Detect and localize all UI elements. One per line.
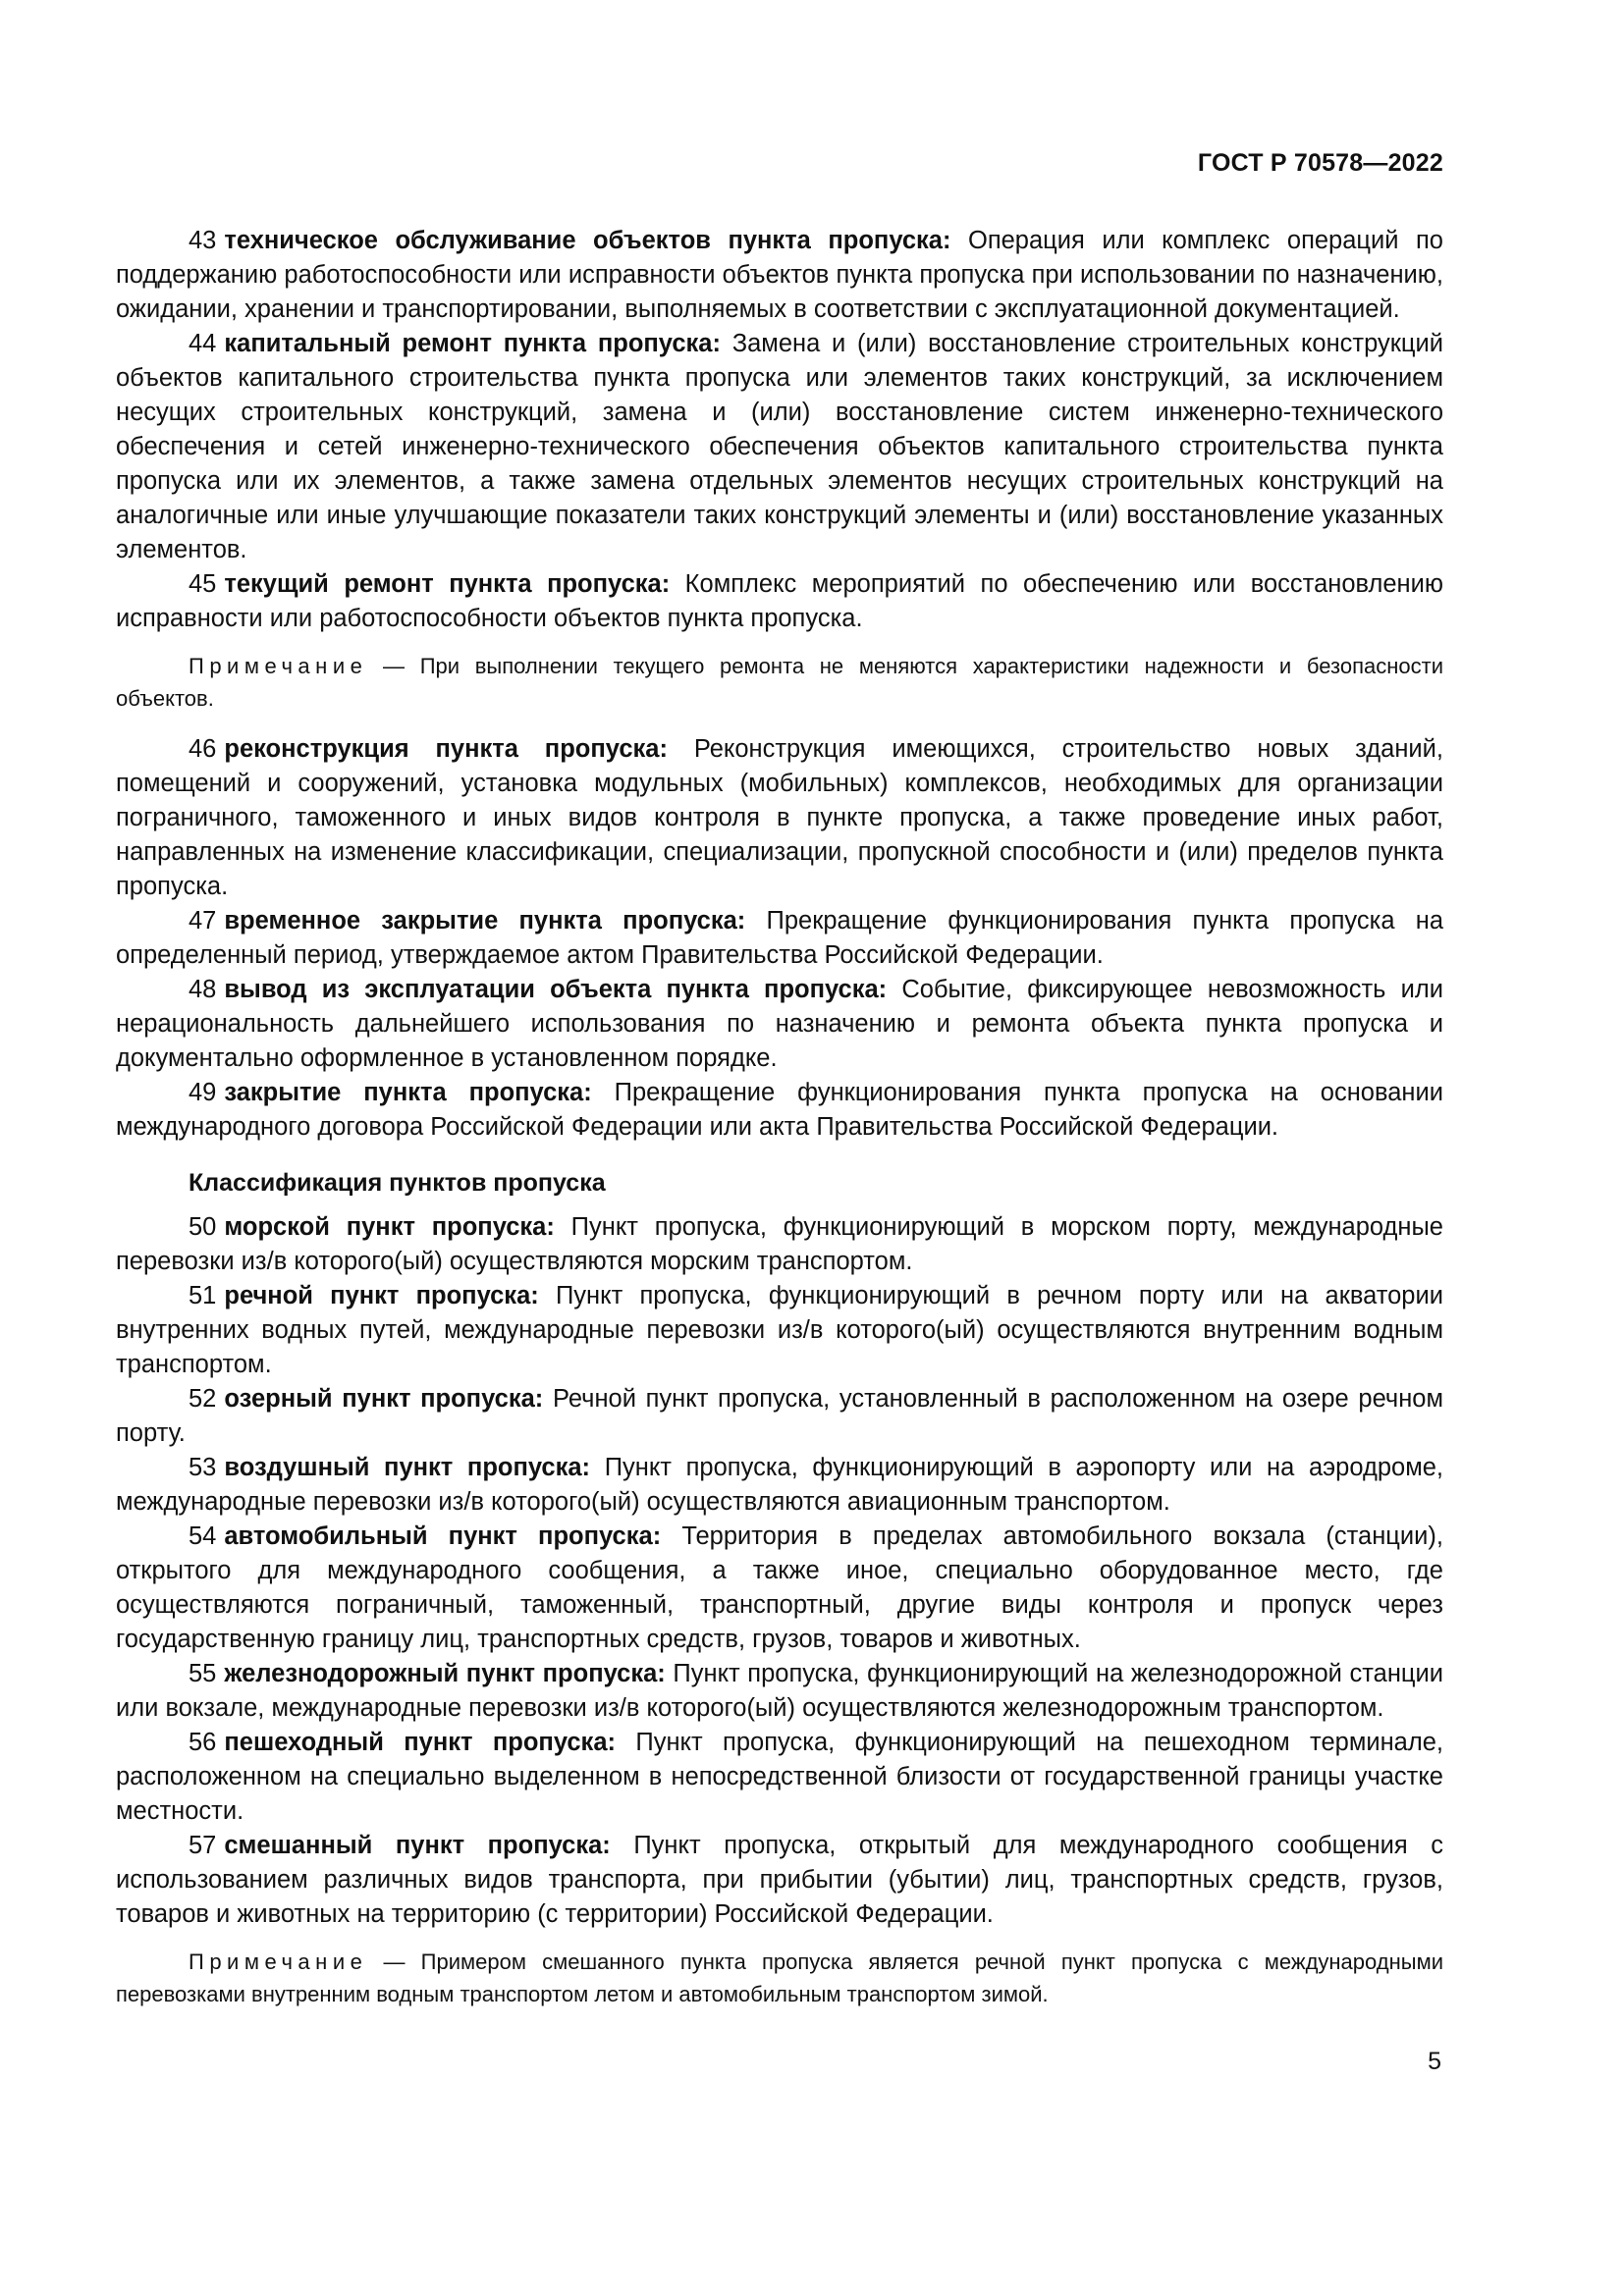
- term-number: 56: [189, 1729, 217, 1756]
- note-label: Примечание: [189, 654, 368, 678]
- term-entry-52: [116, 1382, 1443, 1451]
- term-entry-57: [116, 1829, 1443, 1932]
- standard-code-header: ГОСТ Р 70578—2022: [1197, 149, 1443, 177]
- term-label: закрытие пункта пропуска:: [224, 1079, 592, 1106]
- term-entry-53: [116, 1451, 1443, 1520]
- term-label: смешанный пункт пропуска:: [224, 1832, 611, 1859]
- term-number: 55: [189, 1660, 217, 1687]
- term-definition: Операция или комплекс операций по поддержанию работоспособности или исправности объектов пункта пропуска при использовании по назначению, ожидании, хранении и транспортировании, выполняемых в соответствии с эксплуатационной документацией.: [116, 227, 1443, 323]
- term-entry-51: [116, 1279, 1443, 1382]
- note-text: — Примером смешанного пункта пропуска является речной пункт пропуска с международными перевозками внутренним водным транспортом летом и автомобильным транспортом зимой.: [116, 1949, 1443, 2006]
- term-definition: Пункт пропуска, функционирующий в аэропорту или на аэродроме, международные перевозки из/в которого(ый) осуществляются авиационным транспортом.: [116, 1454, 1443, 1516]
- term-number: 46: [189, 735, 217, 763]
- term-number: 53: [189, 1454, 217, 1481]
- term-label: пешеходный пункт пропуска:: [224, 1729, 616, 1756]
- note-1: [116, 650, 1443, 715]
- term-definition: Прекращение функционирования пункта пропуска на определенный период, утверждаемое актом Правительства Российской Федерации.: [116, 907, 1444, 969]
- term-definition: Пункт пропуска, открытый для международного сообщения с использованием различных видов транспорта, при прибытии (убытии) лиц, транспортных средств, грузов, товаров и животных на территорию (с территории) Российской Федерации.: [116, 1832, 1443, 1928]
- term-entry-54: [116, 1520, 1443, 1657]
- term-entry-50: [116, 1210, 1443, 1279]
- term-entry-56: [116, 1726, 1443, 1829]
- term-definition: Пункт пропуска, функционирующий на железнодорожной станции или вокзале, международные перевозки из/в которого(ый) осуществляются железнодорожным транспортом.: [116, 1660, 1443, 1722]
- term-entry-48: [116, 973, 1443, 1076]
- term-number: 49: [189, 1079, 217, 1106]
- term-entry-45: [116, 567, 1443, 636]
- note-label: Примечание: [189, 1949, 368, 1974]
- term-entry-49: [116, 1076, 1443, 1145]
- term-entry-43: [116, 224, 1443, 327]
- term-definition: Пункт пропуска, функционирующий в речном порту или на акватории внутренних водных путей, международные перевозки из/в которого(ый) осуществляются внутренним водным транспортом.: [116, 1282, 1443, 1378]
- term-number: 54: [189, 1522, 217, 1550]
- term-number: 44: [189, 330, 217, 357]
- note-2: [116, 1946, 1443, 2010]
- term-label: речной пункт пропуска:: [224, 1282, 539, 1309]
- document-body: [116, 224, 1443, 2028]
- term-label: озерный пункт пропуска:: [224, 1385, 544, 1413]
- term-definition: Пункт пропуска, функционирующий на пешеходном терминале, расположенном на специально выделенном в непосредственной близости от государственной границы участке местности.: [116, 1729, 1443, 1825]
- term-label: воздушный пункт пропуска:: [224, 1454, 591, 1481]
- term-label: автомобильный пункт пропуска:: [224, 1522, 662, 1550]
- note-text: — При выполнении текущего ремонта не меняются характеристики надежности и безопасности объектов.: [116, 654, 1443, 711]
- term-number: 47: [189, 907, 217, 934]
- term-definition: Территория в пределах автомобильного вокзала (станции), открытого для международного сообщения, а также иное, специально оборудованное место, где осуществляются пограничный, таможенный, транспортный, другие виды контроля и пропуск через государственную границу лиц, транспортных средств, грузов, товаров и животных.: [116, 1522, 1443, 1653]
- term-entry-55: [116, 1657, 1443, 1726]
- term-number: 45: [189, 570, 217, 598]
- term-number: 48: [189, 976, 217, 1003]
- term-definition: Комплекс мероприятий по обеспечению или восстановлению исправности или работоспособности объектов пункта пропуска.: [116, 570, 1443, 632]
- term-label: текущий ремонт пункта пропуска:: [224, 570, 671, 598]
- term-entry-46: [116, 732, 1443, 904]
- term-label: морской пункт пропуска:: [224, 1213, 555, 1241]
- term-number: 57: [189, 1832, 217, 1859]
- term-label: железнодорожный пункт пропуска:: [224, 1660, 666, 1687]
- term-definition: Событие, фиксирующее невозможность или нерациональность дальнейшего использования по назначению и ремонта объекта пункта пропуска и документально оформленное в установленном порядке.: [116, 976, 1443, 1072]
- section-heading: Классификация пунктов пропуска: [189, 1169, 606, 1197]
- page-number: 5: [1428, 2048, 1441, 2075]
- term-entry-44: [116, 327, 1443, 567]
- term-number: 52: [189, 1385, 217, 1413]
- term-label: капитальный ремонт пункта пропуска:: [224, 330, 721, 357]
- term-definition: Прекращение функционирования пункта пропуска на основании международного договора Российской Федерации или акта Правительства Российской Федерации.: [116, 1079, 1443, 1141]
- term-number: 51: [189, 1282, 217, 1309]
- term-entry-47: [116, 904, 1443, 973]
- term-definition: Пункт пропуска, функционирующий в морском порту, международные перевозки из/в которого(ый) осуществляются морским транспортом.: [116, 1213, 1443, 1275]
- term-label: вывод из эксплуатации объекта пункта пропуска:: [224, 976, 888, 1003]
- term-definition: Речной пункт пропуска, установленный в расположенном на озере речном порту.: [116, 1385, 1443, 1447]
- term-number: 43: [189, 227, 217, 254]
- term-label: техническое обслуживание объектов пункта пропуска:: [224, 227, 951, 254]
- term-definition: Реконструкция имеющихся, строительство новых зданий, помещений и сооружений, установка модульных (мобильных) комплексов, необходимых для организации пограничного, таможенного и иных видов контроля в пункте пропуска, а также проведение иных работ, направленных на изменение классификации, специализации, пропускной способности и (или) пределов пункта пропуска.: [116, 735, 1443, 900]
- term-label: реконструкция пункта пропуска:: [224, 735, 668, 763]
- term-label: временное закрытие пункта пропуска:: [224, 907, 746, 934]
- term-number: 50: [189, 1213, 217, 1241]
- term-definition: Замена и (или) восстановление строительных конструкций объектов капитального строительства пункта пропуска или элементов таких конструкций, за исключением несущих строительных конструкций, замена и (или) восстановление систем инженерно-технического обеспечения и сетей инженерно-технического обеспечения объектов капитального строительства пункта пропуска или их элементов, а также замена отдельных элементов несущих строительных конструкций на аналогичные или иные улучшающие показатели таких конструкций элементы и (или) восстановление указанных элементов.: [116, 330, 1443, 563]
